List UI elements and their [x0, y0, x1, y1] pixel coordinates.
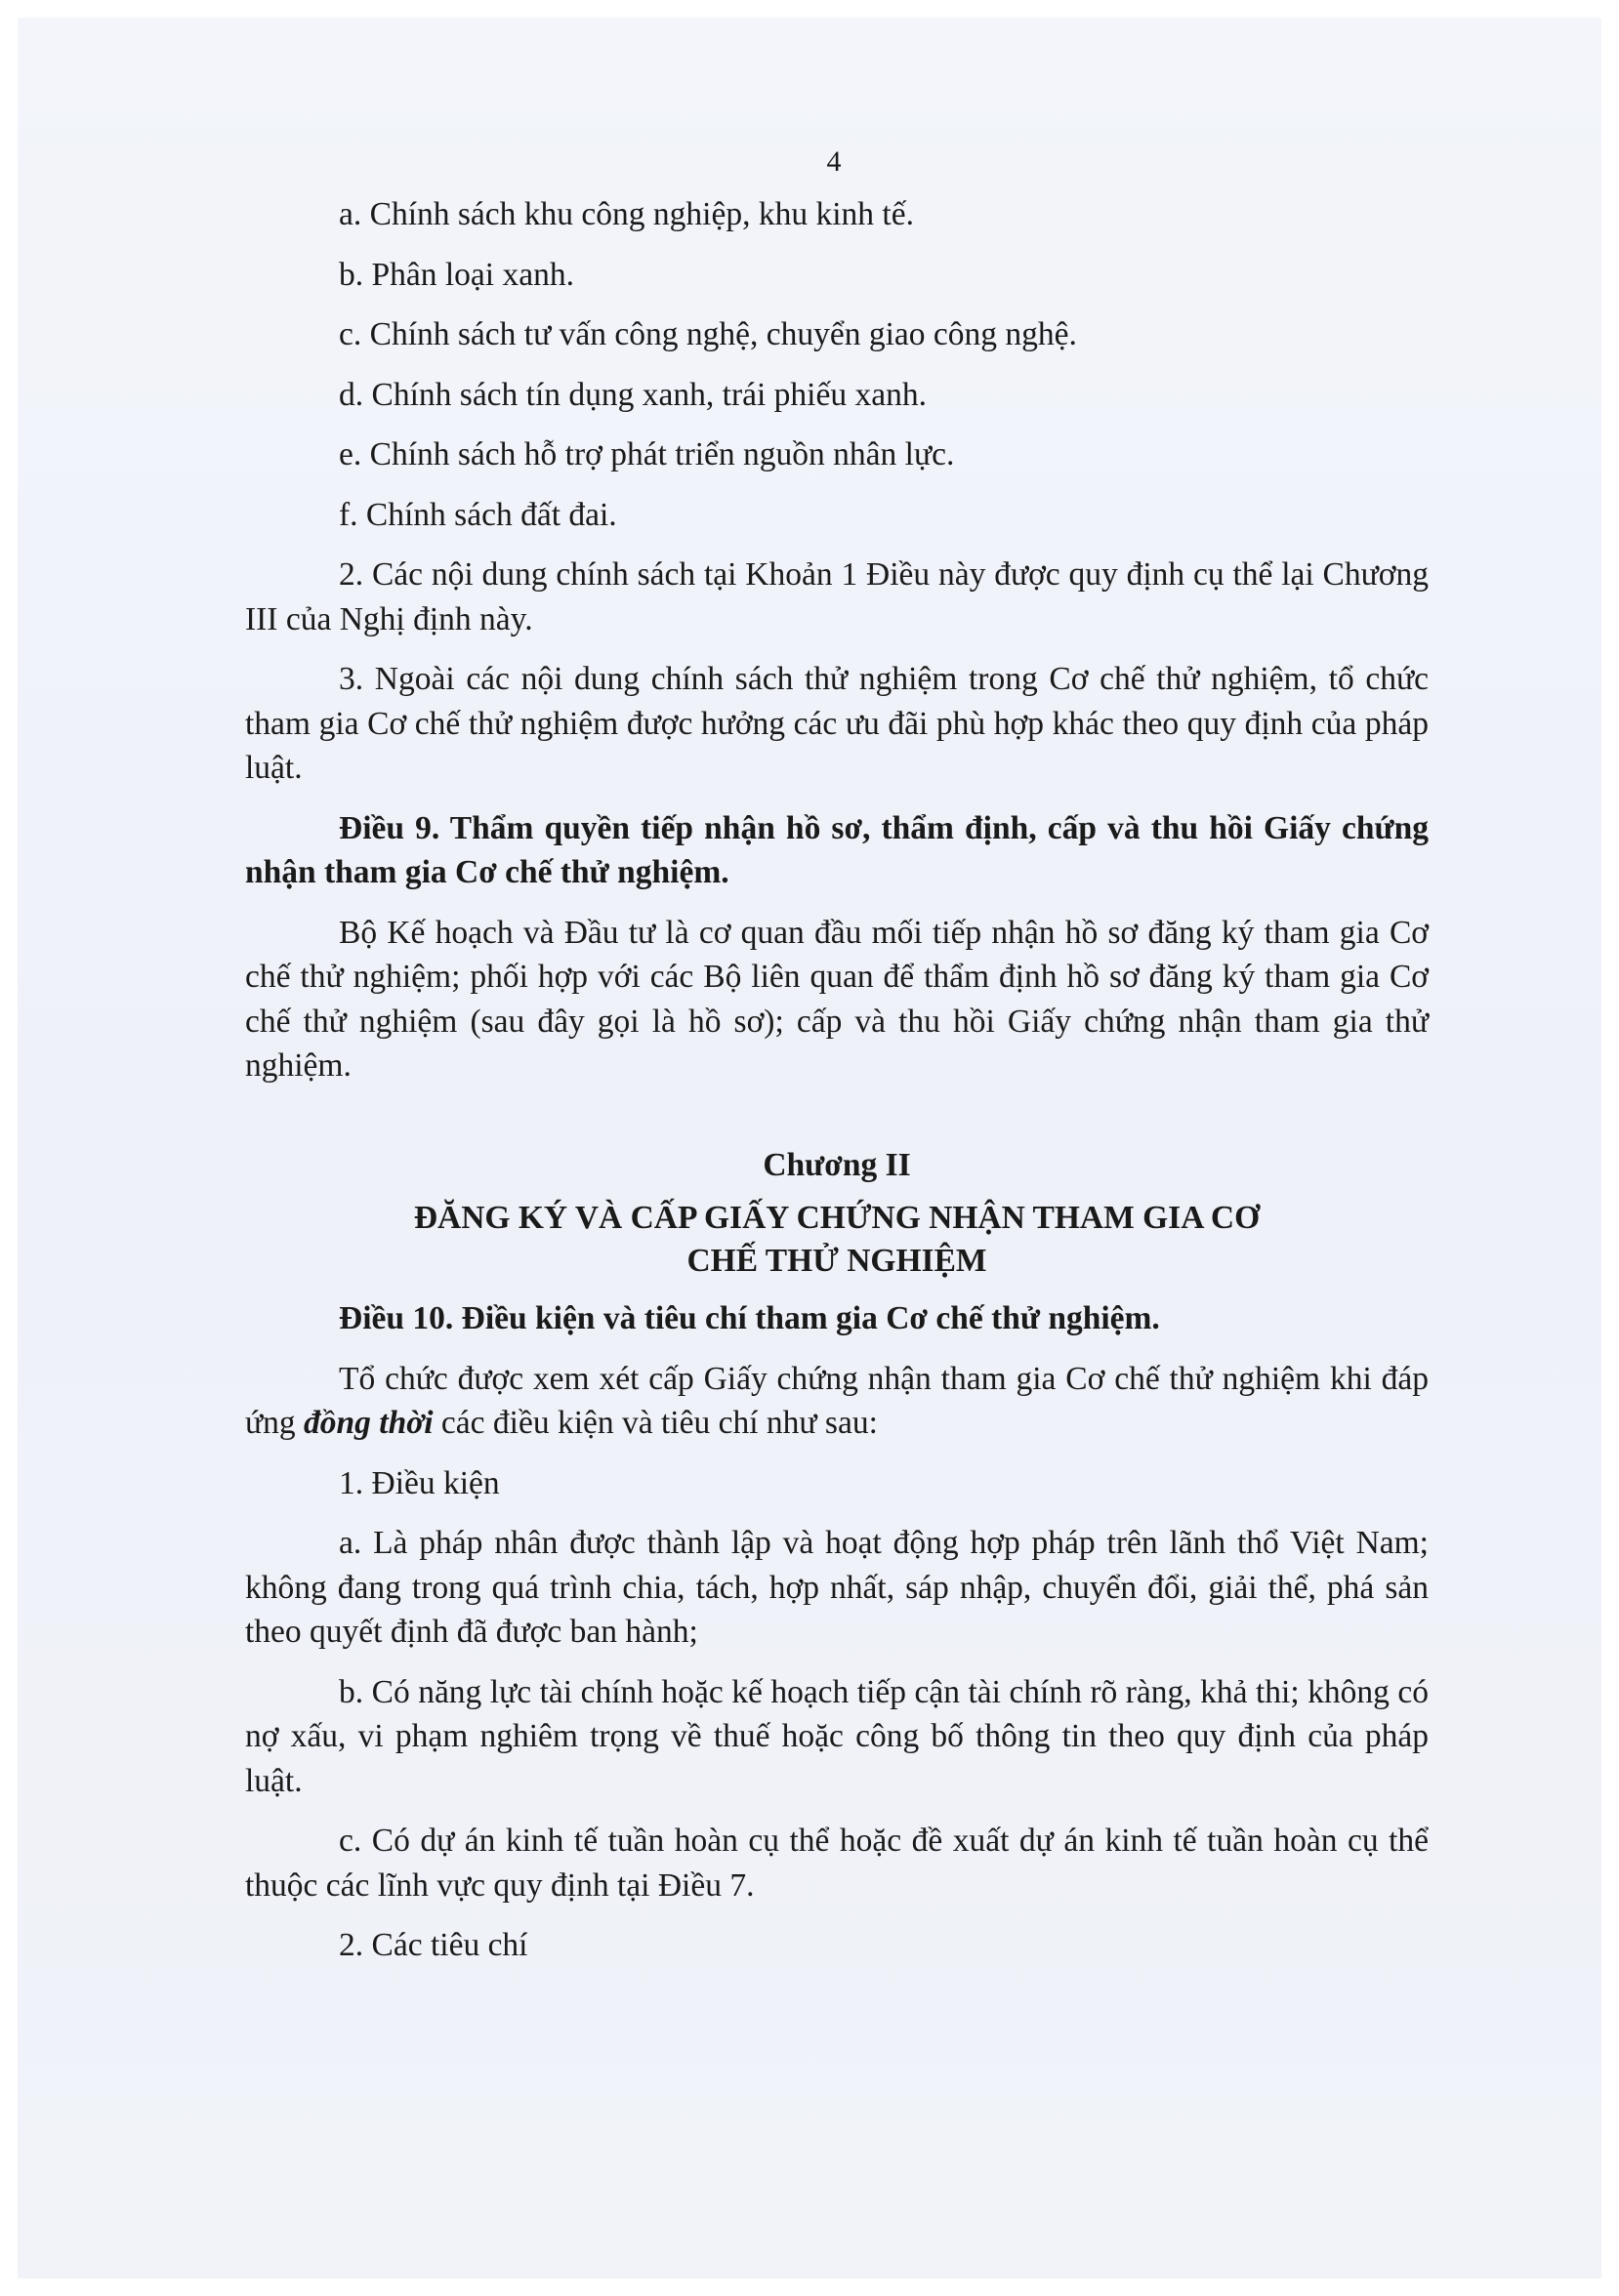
condition-c: c. Có dự án kinh tế tuần hoàn cụ thể hoặc đề xuất dự án kinh tế tuần hoàn cụ thể thuộc các lĩnh vực quy định tại Điều 7.: [245, 1823, 1429, 1904]
condition-b: b. Có năng lực tài chính hoặc kế hoạch tiếp cận tài chính rõ ràng, khả thi; không có nợ xấu, vi phạm nghiêm trọng về thuế hoặc công bố thông tin theo quy định của pháp luật.: [245, 1673, 1429, 1799]
list-item: e. Chính sách hỗ trợ phát triển nguồn nhân lực.: [339, 436, 955, 472]
clause-3-paragraph: 3. Ngoài các nội dung chính sách thử nghiệm trong Cơ chế thử nghiệm, tổ chức tham gia Cơ chế thử nghiệm được hưởng các ưu đãi phù hợp khác theo quy định của pháp luật.: [245, 661, 1429, 786]
list-item: a. Chính sách khu công nghiệp, khu kinh tế.: [339, 196, 914, 232]
condition-a: a. Là pháp nhân được thành lập và hoạt động hợp pháp trên lãnh thổ Việt Nam; không đang trong quá trình chia, tách, hợp nhất, sáp nhập, chuyển đổi, giải thể, phá sản theo quyết định đã được ban hành;: [245, 1525, 1429, 1650]
page-number: 4: [826, 145, 842, 178]
list-item: d. Chính sách tín dụng xanh, trái phiếu xanh.: [339, 376, 927, 413]
article-9-body: Bộ Kế hoạch và Đầu tư là cơ quan đầu mối tiếp nhận hồ sơ đăng ký tham gia Cơ chế thử nghiệm; phối hợp với các Bộ liên quan để thẩm định hồ sơ đăng ký tham gia Cơ chế thử nghiệm (sau đây gọi là hồ sơ); cấp và thu hồi Giấy chứng nhận tham gia thử nghiệm.: [245, 914, 1429, 1084]
intro-emphasis: đồng thời: [304, 1405, 434, 1441]
article-10-intro: [245, 1357, 1429, 1446]
list-item: b. Phân loại xanh.: [339, 256, 574, 293]
conditions-heading: 1. Điều kiện: [339, 1464, 500, 1501]
intro-text: Tổ chức được xem xét cấp Giấy chứng nhận tham gia Cơ chế thử nghiệm khi đáp ứng: [245, 1360, 1429, 1441]
criteria-heading: 2. Các tiêu chí: [339, 1927, 528, 1963]
article-9-heading: Điều 9. Thẩm quyền tiếp nhận hồ sơ, thẩm định, cấp và thu hồi Giấy chứng nhận tham gia Cơ chế thử nghiệm.: [245, 809, 1429, 890]
chapter-title: ĐĂNG KÝ VÀ CẤP GIẤY CHỨNG NHẬN THAM GIA CƠ CHẾ THỬ NGHIỆM: [413, 1200, 1261, 1279]
document-body: [245, 192, 1429, 1984]
article-10-heading: Điều 10. Điều kiện và tiêu chí tham gia Cơ chế thử nghiệm.: [339, 1300, 1160, 1336]
list-item: f. Chính sách đất đai.: [339, 496, 617, 533]
intro-text-end: các điều kiện và tiêu chí như sau:: [433, 1405, 878, 1441]
chapter-label: Chương II: [763, 1146, 911, 1183]
list-item: c. Chính sách tư vấn công nghệ, chuyển giao công nghệ.: [339, 316, 1077, 352]
clause-2-paragraph: 2. Các nội dung chính sách tại Khoản 1 Điều này được quy định cụ thể lại Chương III của Nghị định này.: [245, 556, 1429, 637]
